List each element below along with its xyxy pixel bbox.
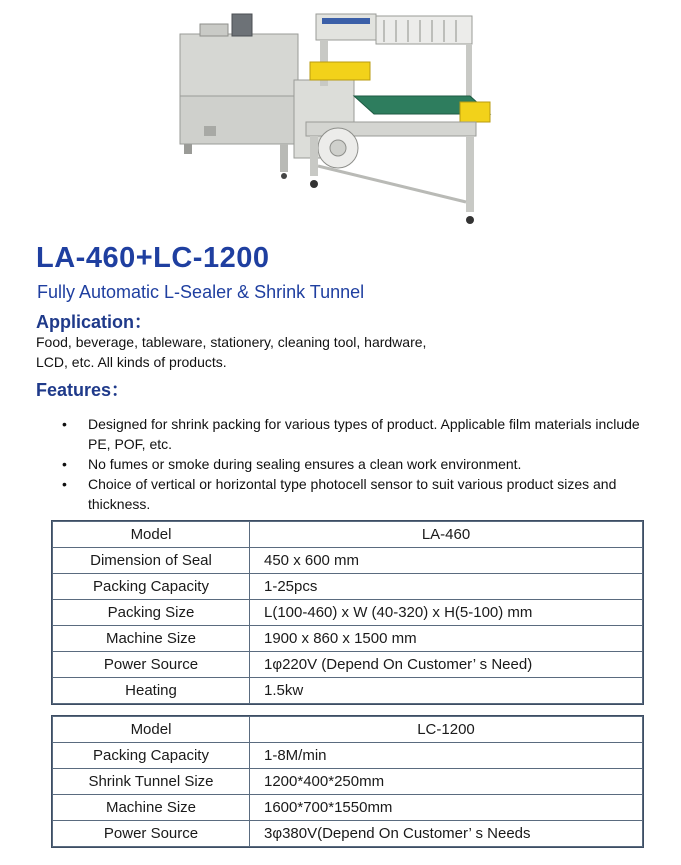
spec-value: 1200*400*250mm xyxy=(250,769,643,795)
features-list xyxy=(60,414,650,514)
spec-label: Packing Capacity xyxy=(53,574,250,600)
table-row xyxy=(53,678,643,704)
header-cell: LC-1200 xyxy=(250,717,643,743)
table-row xyxy=(53,743,643,769)
application-text: Food, beverage, tableware, stationery, cleaning tool, hardware, LCD, etc. All kinds of products. xyxy=(36,334,427,370)
table-row xyxy=(53,626,643,652)
table-row xyxy=(53,795,643,821)
spec-label: Machine Size xyxy=(53,795,250,821)
application-heading: Application： xyxy=(36,312,152,332)
table-header-row xyxy=(53,522,643,548)
spec-label: Power Source xyxy=(53,821,250,847)
spec-label: Machine Size xyxy=(53,626,250,652)
spec-value: 1-25pcs xyxy=(250,574,643,600)
spec-table-la460 xyxy=(52,521,643,704)
spec-value: 1φ220V (Depend On Customer’ s Need) xyxy=(250,652,643,678)
table-row xyxy=(53,548,643,574)
header-cell: Model xyxy=(53,522,250,548)
spec-table-lc1200 xyxy=(52,716,643,847)
spec-value: 3φ380V(Depend On Customer’ s Needs xyxy=(250,821,643,847)
spec-value: L(100-460) x W (40-320) x H(5-100) mm xyxy=(250,600,643,626)
table-row xyxy=(53,769,643,795)
machine-image xyxy=(170,6,500,232)
features-heading: Features： xyxy=(36,380,130,400)
spec-value: 1-8M/min xyxy=(250,743,643,769)
spec-label: Heating xyxy=(53,678,250,704)
table-row xyxy=(53,652,643,678)
feature-item: • No fumes or smoke during sealing ensures a clean work environment. xyxy=(60,454,650,474)
spec-label: Shrink Tunnel Size xyxy=(53,769,250,795)
feature-item: • Designed for shrink packing for various types of product. Applicable film materials include PE, POF, etc. xyxy=(60,414,650,454)
table-row xyxy=(53,574,643,600)
feature-item: • Choice of vertical or horizontal type photocell sensor to suit various product sizes and thickness. xyxy=(60,474,650,514)
product-title: LA-460+LC-1200 xyxy=(36,242,270,274)
table-row xyxy=(53,600,643,626)
spec-label: Dimension of Seal xyxy=(53,548,250,574)
spec-value: 1900 x 860 x 1500 mm xyxy=(250,626,643,652)
table-row xyxy=(53,821,643,847)
spec-value: 1.5kw xyxy=(250,678,643,704)
spec-label: Packing Size xyxy=(53,600,250,626)
spec-value: 1600*700*1550mm xyxy=(250,795,643,821)
spec-label: Packing Capacity xyxy=(53,743,250,769)
table-header-row xyxy=(53,717,643,743)
product-subtitle: Fully Automatic L-Sealer & Shrink Tunnel xyxy=(37,282,365,302)
spec-label: Power Source xyxy=(53,652,250,678)
header-cell: Model xyxy=(53,717,250,743)
header-cell: LA-460 xyxy=(250,522,643,548)
spec-value: 450 x 600 mm xyxy=(250,548,643,574)
